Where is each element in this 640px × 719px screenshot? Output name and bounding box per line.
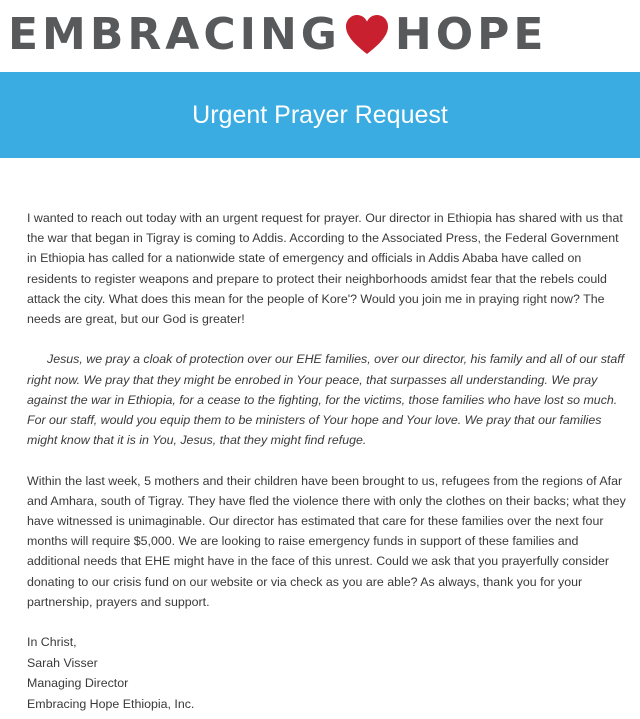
embracing-hope-logo[interactable] [8,8,547,62]
signer-name: Sarah Visser [27,655,98,670]
intro-paragraph: I wanted to reach out today with an urgent request for prayer. Our director in Ethiopia has shared with us that the war that began in Tigray is coming to Addis. According to the Associated Press, the Federal Government in Ethiopia has called for a nationwide state of emergency and officials in Addis Ababa have called on residents to register weapons and prepare to protect their neighborhoods amidst fear that the rebels could attack the city. What does this mean for the people of Kore'? Would you join me in praying right now? The needs are great, but our God is greater! [27,211,623,327]
signer-organization: Embracing Hope Ethiopia, Inc. [27,696,195,711]
prayer-paragraph: Jesus, we pray a cloak of protection over our EHE families, over our director, his family and all of our staff right now. We pray that they might be enrobed in Your peace, that surpasses all understanding. We pray against the war in Ethiopia, for a cease to the fighting, for the victims, those families who have lost so much. For our staff, would you equip them to be ministers of Your hope and Your love. We pray that our families might know that it is in You, Jesus, that they might find refuge. [27,352,625,448]
appeal-paragraph: Within the last week, 5 mothers and their children have been brought to us, refugees from the regions of Afar and Amhara, south of Tigray. They have fled the violence there with only the clothes on their backs; what they have witnessed is unimaginable. Our director has estimated that care for these families over the next four months will require $5,000. We are looking to raise emergency funds in support of these families and additional needs that EHE might have in the face of this unrest. Could we ask that you prayerfully consider donating to our crisis fund on our website or via check as you are able? As always, thank you for your partnership, prayers and support. [27,473,626,609]
closing-line: In Christ, [27,635,77,650]
letter-body [27,208,627,714]
page-title: Urgent Prayer Request [192,101,448,129]
signer-role: Managing Director [27,676,129,691]
logo-word-right: HOPE [394,9,548,60]
signature-block [27,632,627,714]
title-banner [0,72,640,158]
heart-icon [345,14,389,56]
logo-word-left: EMBRACING [8,9,341,60]
logo-header [0,0,640,72]
